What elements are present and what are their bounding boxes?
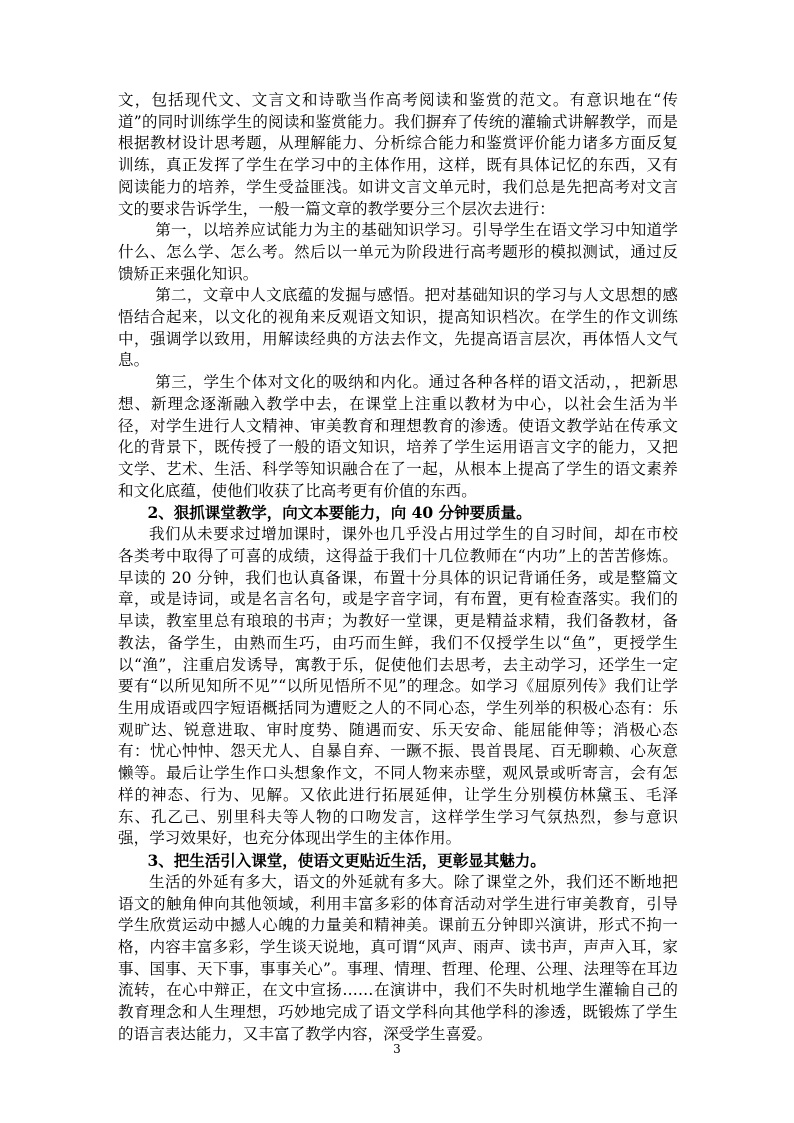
section-3-heading: 3、把生活引入课堂，使语文更贴近生活，更彰显其魅力。: [147, 850, 546, 870]
page-body: [118, 90, 678, 1046]
second-level-paragraph: 第二，文章中人文底蕴的发掘与感悟。把对基础知识的学习与人文思想的感悟结合起来，以文化的视角来反观语文知识，提高知识档次。在学生的作文训练中，强调学以致用，用解读经典的方法去作文，先提高语言层次，再体悟人文气息。: [118, 286, 678, 370]
section-2-body: 我们从未要求过增加课时，课外也几乎没占用过学生的自习时间，却在市校各类考中取得了可喜的成绩，这得益于我们十几位教师在“内功”上的苦苦修炼。早读的 20 分钟，我们也认真备课，布置十分具体的识记背诵任务，或是整篇文章，或是诗词，或是名言名句，或是字音字词，有布置，更有检查落实。我们的早读，教室里总有琅琅的书声；为教好一堂课，更是精益求精，我们备教材，备教法，备学生，由熟而生巧，由巧而生鲜，我们不仅授学生以“鱼”，更授学生以“渔”，注重启发诱导，寓教于乐，促使他们去思考，去主动学习，还学生一定要有“以所见知所不见”“以所见悟所不见”的理念。如学习《屈原列传》我们让学生用成语或四字短语概括同为遭贬之人的不同心态，学生列举的积极心态有：乐观旷达、锐意进取、审时度势、随遇而安、乐天安命、能屈能伸等；消极心态有：忧心忡忡、怨天尤人、自暴自弃、一蹶不振、畏首畏尾、百无聊赖、心灰意懒等。最后让学生作口头想象作文，不同人物来赤壁，观风景或听寄言，会有怎样的神态、行为、见解。又依此进行拓展延伸，让学生分别模仿林黛玉、毛泽东、孔乙己、别里科夫等人物的口吻发言，这样学生学习气氛热烈，参与意识强，学习效果好，也充分体现出学生的主体作用。: [118, 525, 678, 848]
first-level-paragraph: 第一，以培养应试能力为主的基础知识学习。引导学生在语文学习中知道学什么、怎么学、怎么考。然后以一单元为阶段进行高考题形的模拟测试，通过反馈矫正来强化知识。: [118, 221, 678, 283]
intro-paragraph: 文，包括现代文、文言文和诗歌当作高考阅读和鉴赏的范文。有意识地在“传道”的同时训练学生的阅读和鉴赏能力。我们摒弃了传统的灌输式讲解教学，而是根据教材设计思考题，从理解能力、分析综合能力和鉴赏评价能力诸多方面反复训练，真正发挥了学生在学习中的主体作用，这样，既有具体记忆的东西，又有阅读能力的培养，学生受益匪浅。如讲文言文单元时，我们总是先把高考对文言文的要求告诉学生，一般一篇文章的教学要分三个层次去进行：: [118, 91, 678, 218]
section-2-heading: 2、狠抓课堂教学，向文本要能力，向 40 分钟要质量。: [147, 503, 532, 523]
page-number: 3: [393, 1042, 401, 1056]
section-3-body: 生活的外延有多大，语文的外延就有多大。除了课堂之外，我们还不断地把语文的触角伸向其他领域，利用丰富多彩的体育活动对学生进行审美教育，引导学生欣赏运动中撼人心魄的力量美和精神美。课前五分钟即兴演讲，形式不拘一格，内容丰富多彩，学生谈天说地，真可谓“风声、雨声、读书声，声声入耳，家事、国事、天下事，事事关心”。事理、情理、哲理、伦理、公理、法理等在耳边流转，在心中辩正，在文中宣扬……在演讲中，我们不失时机地学生灌输自己的教育理念和人生理想，巧妙地完成了语文学科向其他学科的渗透，既锻炼了学生的语言表达能力，又丰富了教学内容，深受学生喜爱。: [118, 872, 678, 1043]
third-level-paragraph: 第三，学生个体对文化的吸纳和内化。通过各种各样的语文活动，，把新思想、新理念逐渐融入教学中去，在课堂上注重以教材为中心，以社会生活为半径，对学生进行人文精神、审美教育和理想教育的渗透。使语文教学站在传承文化的背景下，既传授了一般的语文知识，培养了学生运用语言文字的能力，又把文学、艺术、生活、科学等知识融合在了一起，从根本上提高了学生的语文素养和文化底蕴，使他们收获了比高考更有价值的东西。: [118, 373, 678, 500]
